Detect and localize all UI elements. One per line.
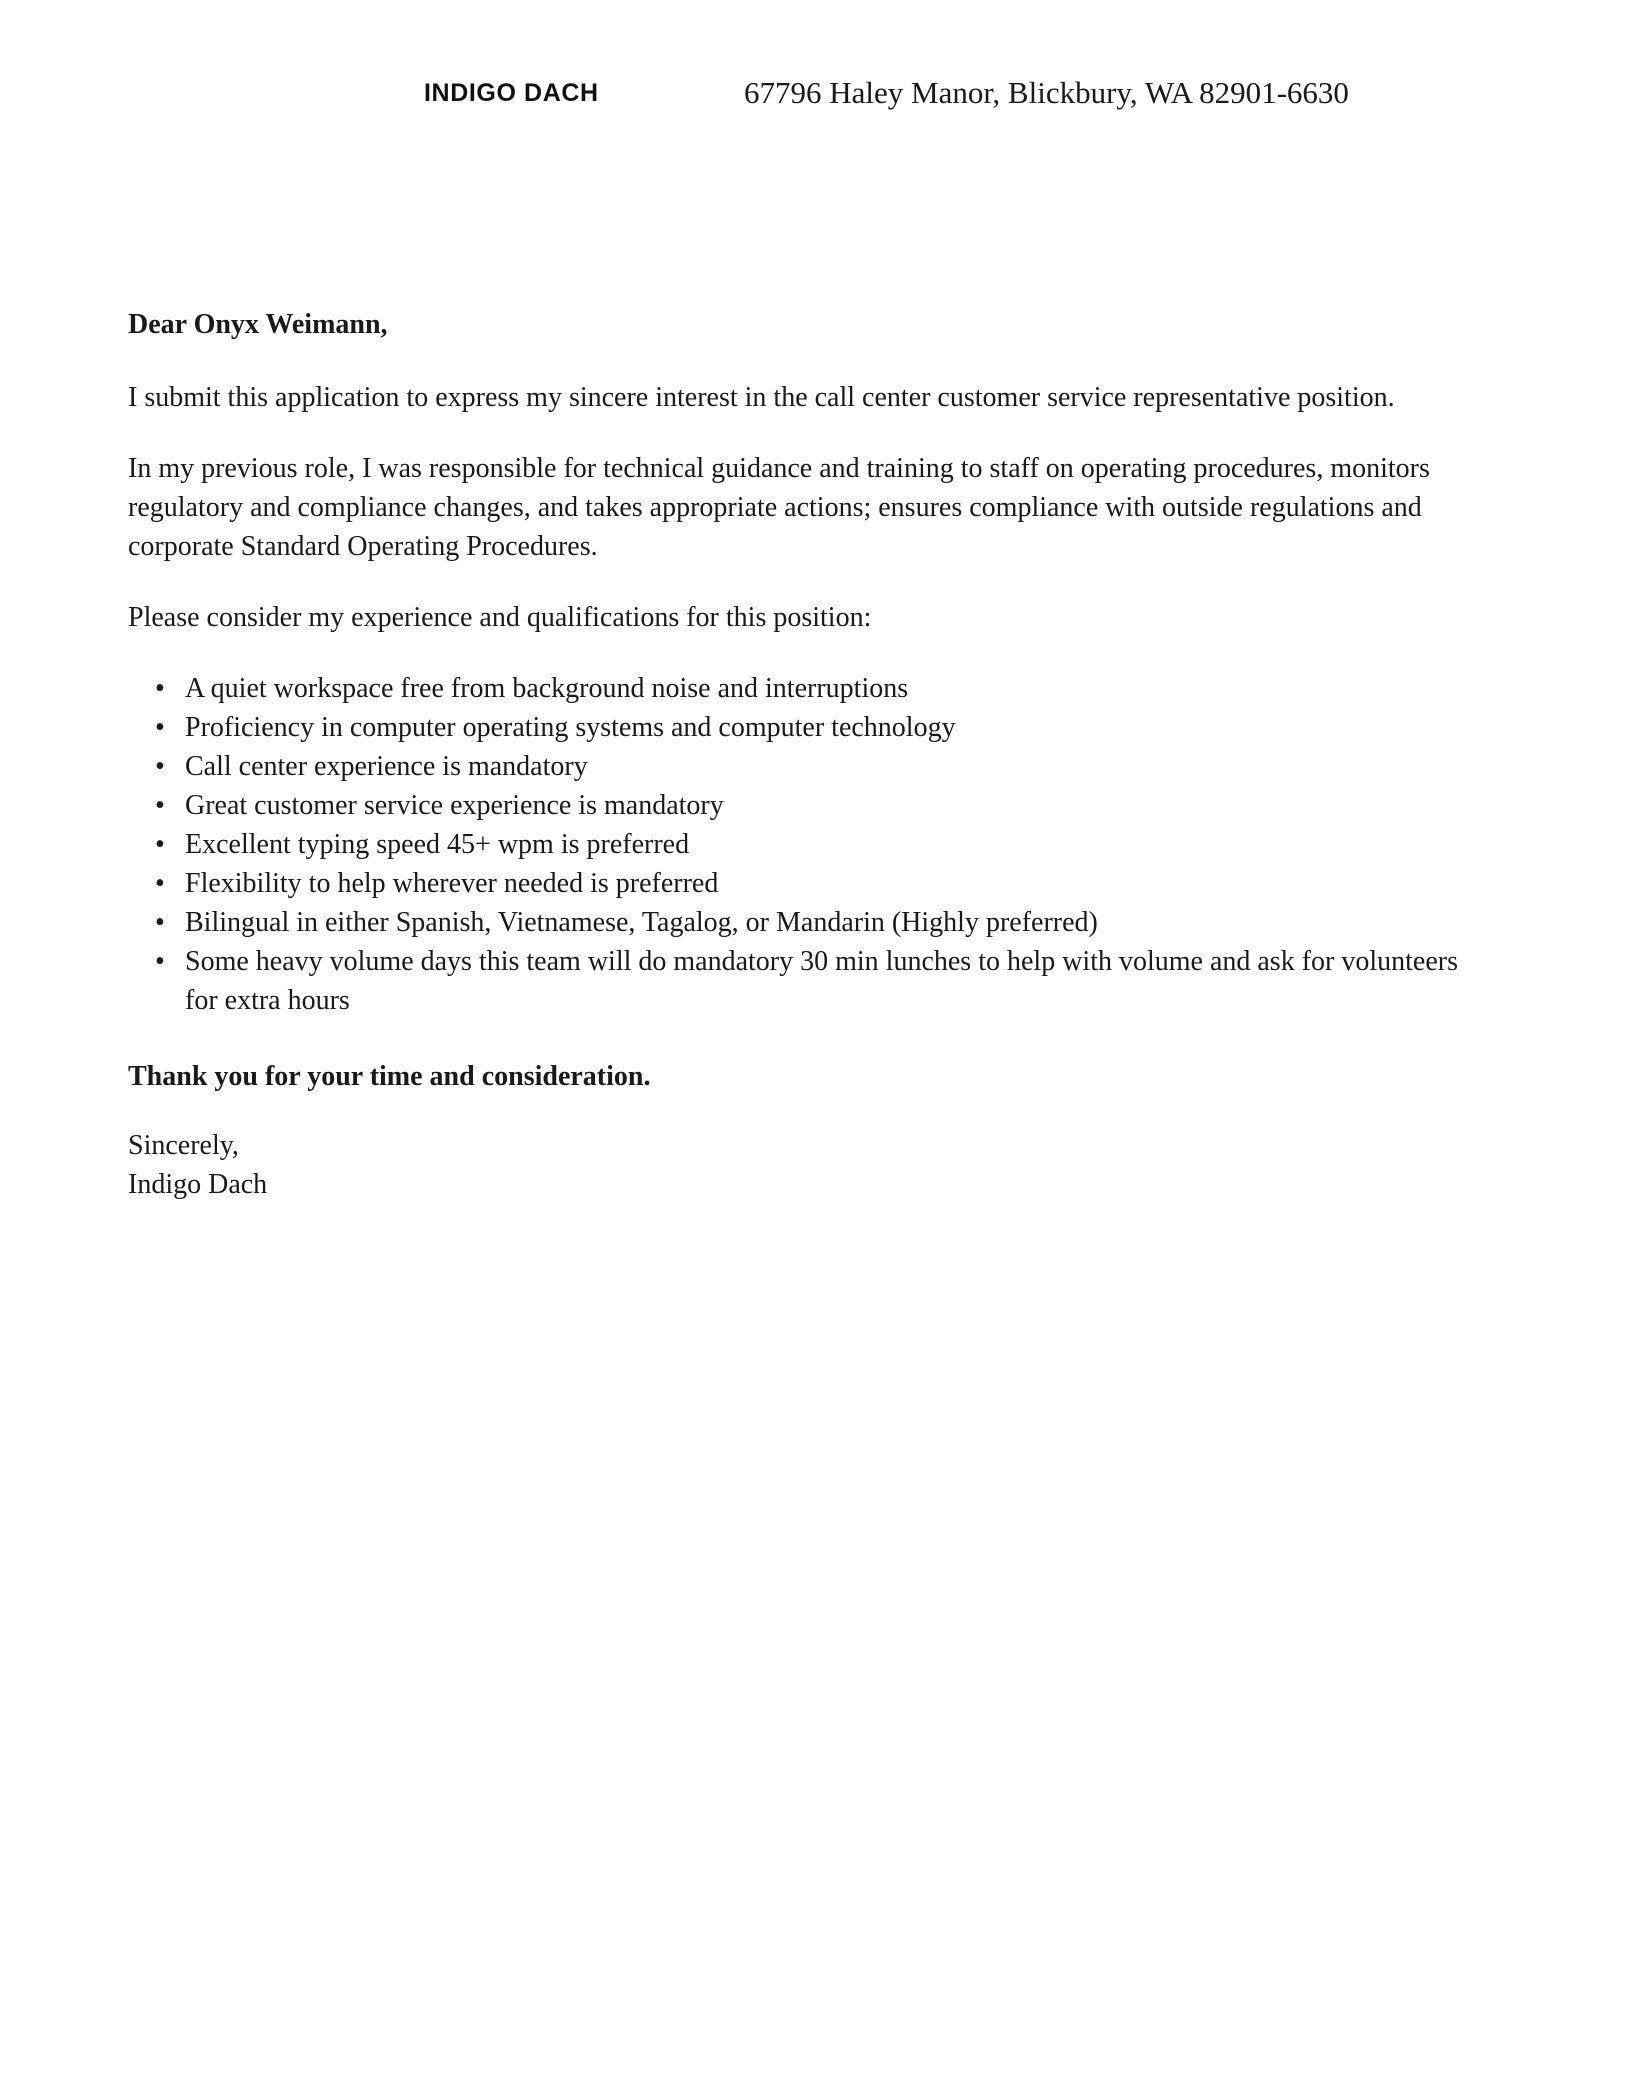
sender-name: INDIGO DACH: [424, 79, 599, 107]
salutation: Dear Onyx Weimann,: [128, 309, 388, 340]
list-item: • A quiet workspace free from background noise and interruptions: [128, 669, 1480, 708]
list-item: • Bilingual in either Spanish, Vietnamese, Tagalog, or Mandarin (Highly preferred): [128, 903, 1480, 942]
list-item: • Great customer service experience is mandatory: [128, 786, 1480, 825]
closing-thanks: Thank you for your time and consideration.: [128, 1061, 651, 1092]
signature-block: [128, 1126, 1480, 1204]
letter-body: [128, 306, 1480, 1204]
list-item: • Proficiency in computer operating systems and computer technology: [128, 708, 1480, 747]
list-item: • Some heavy volume days this team will do mandatory 30 min lunches to help with volume and ask for volunteers for extra hours: [128, 942, 1480, 1020]
list-item: • Excellent typing speed 45+ wpm is preferred: [128, 825, 1480, 864]
signoff-name: Indigo Dach: [128, 1169, 268, 1200]
signoff-line: Sincerely,: [128, 1130, 239, 1161]
letterhead: [0, 75, 1632, 124]
list-item: • Flexibility to help wherever needed is preferred: [128, 864, 1480, 903]
sender-address: 67796 Haley Manor, Blickbury, WA 82901-6630: [744, 75, 1349, 110]
list-item: • Call center experience is mandatory: [128, 747, 1480, 786]
qualifications-list: [128, 669, 1480, 1020]
body-paragraph-3: Please consider my experience and qualifications for this position:: [128, 602, 872, 633]
body-paragraph-2: In my previous role, I was responsible for technical guidance and training to staff on operating procedures, monitors regulatory and compliance changes, and takes appropriate actions; ensures compliance with outside regulations and corporate Standard Operating Procedures.: [128, 453, 1430, 562]
body-paragraph-1: I submit this application to express my sincere interest in the call center customer service representative position.: [128, 382, 1395, 413]
